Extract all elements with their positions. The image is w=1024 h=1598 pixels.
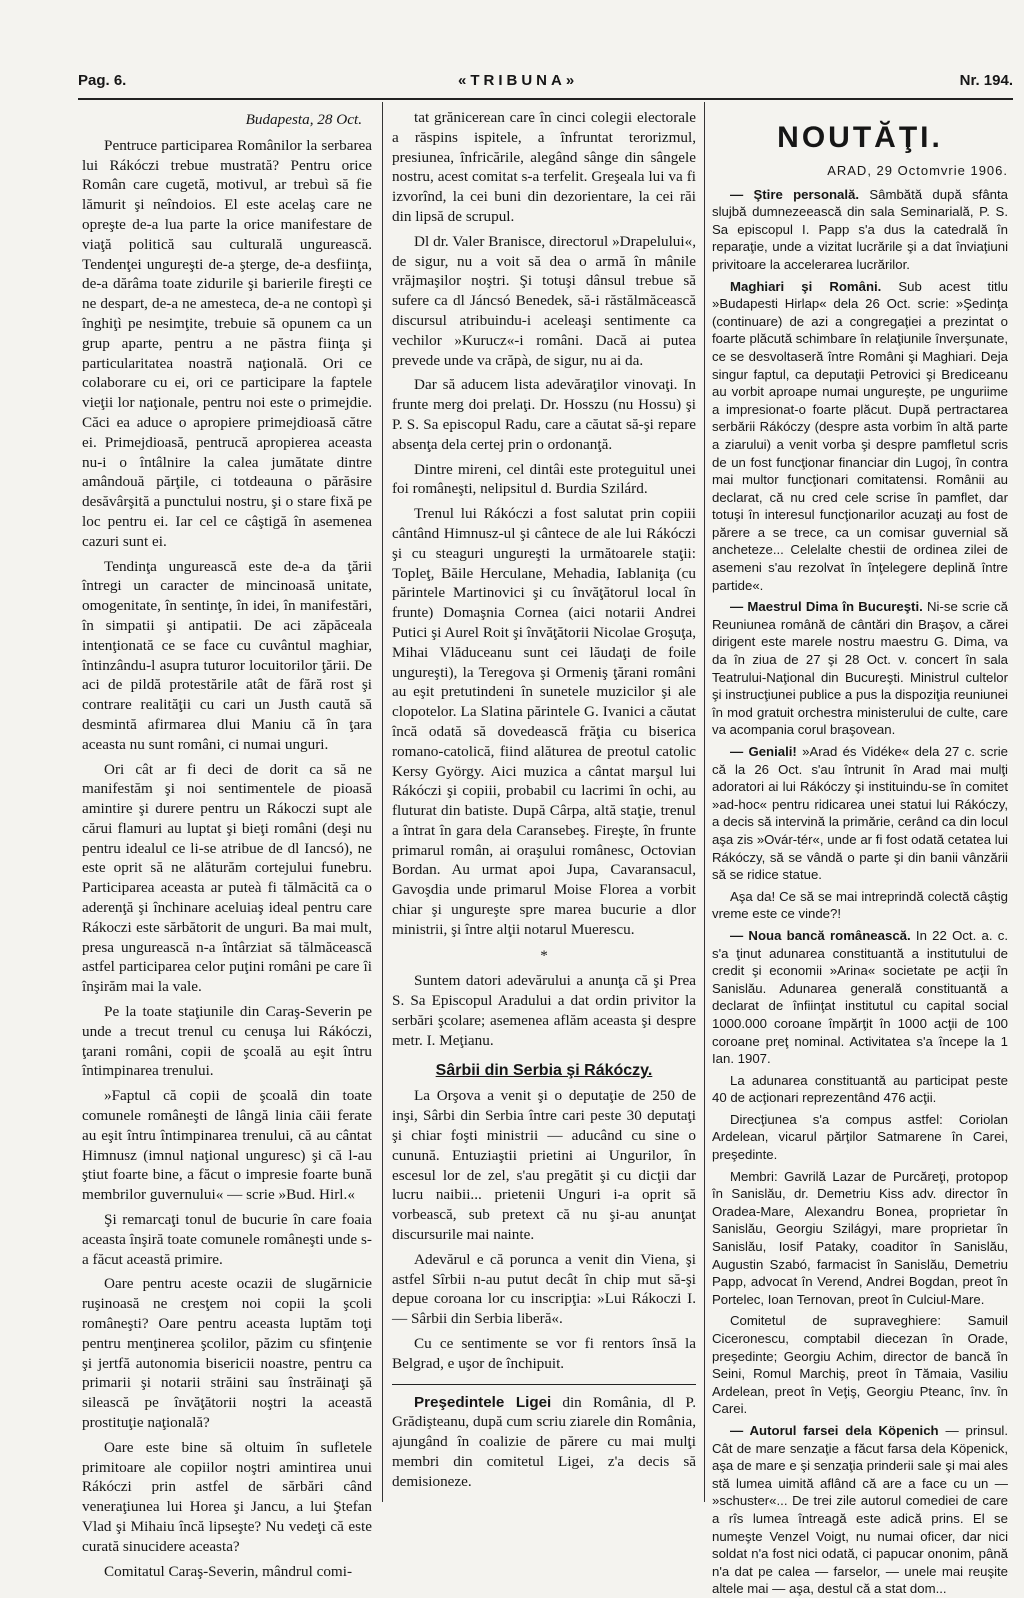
news-item-text: La adunarea constituantă au participat peste 40 de acţionari reprezentând 476 acţii. bbox=[712, 1072, 1008, 1106]
news-item bbox=[712, 888, 1008, 923]
news-item bbox=[712, 1312, 1008, 1418]
paragraph: Ori cât ar fi deci de dorit ca să ne manifestăm şi noi sentimentele de pioasă amintire şi durere pentru un Rákoczi supt ale cărui flamuri au luptat şi bieţi români (deşi nu pentru idealul ce li-se atribue de dl Iancsó), ne este oprit să ne alăturăm cortejului funebru. Participarea aceasta ar puteà fi tălmăcită ca o aderenţă şi închinare aceluiaş ideal pentru care Rákoczi este sărbătorit de unguri. Ba mai mult, presa ungurească n-a întârziat să tălmăcească astfel participarea celor puţini români pe care îi înşirăm mai la vale. bbox=[82, 760, 372, 996]
note-text: din România, dl P. Grădişteanu, după cum scriu ziarele din România, ajungând în coalizie de părere cu mai mulţi membri din comitetul Ligei, z'a decis să demisioneze. bbox=[392, 1393, 696, 1490]
paragraph: Oare este bine să oltuim în sufletele primitoare ale copiilor noştri amintirea unui Rákóczi prin astfel de sărbări când veneraţiunea lui Horea şi Jancu, a lui Ştefan Vlad şi Mihaiu încă lipseşte? Nu vedeţi că este curată sinucidere aceasta? bbox=[82, 1438, 372, 1555]
column-divider bbox=[704, 102, 705, 1502]
news-item-text: In 22 Oct. a. c. s'a ţinut adunarea constituantă a institutului de credit şi economii »Arina« societate pe acţii în Sanislău. Adunarea generală constituantă a declarat de înfiinţat institutul cu capital social 1000.000 coroane împărţit în 1000 acţii de 100 coroane preţ nominal. Activitatea s'a începe la 1 Ian. 1907. bbox=[712, 927, 1008, 1067]
news-item-lead: — Ştire personală. bbox=[730, 186, 860, 202]
column-1 bbox=[82, 108, 372, 1580]
news-item-text: Sub acest titlu »Budapesti Hirlap« dela 26 Oct. scrie: »Şedinţa (continuare) de azi a congregaţiei a prezintat o foarte plăcută schimbare în relaţiunile înverşunate, ce se desvoltaseră între Români şi Maghiari. Deja singur faptul, ca deputaţii Petrovici şi Brediceanu au vorbit aproape numai ungureşte, pe unguriime a impresionat-o foarte plăcut. După pertractarea serbării Rákóczy (despre asta vorbim în altă parte a ziarului) a venit vorba şi despre pamfletul scris de un fost funcţionar financiar din Lugoj, în contra mai multor funcţionari comitatensi. Românii au declarat, că nu cred cele scrise în pamflet, dar totuşi în interesul funcţionarilor acuzaţi au fost de părere a se trece, ca un comisar guvernial să ancheteze... Celelalte chestii de ordinea zilei de asemeni s'au rezolvat în înţelegere deplină între partide«. bbox=[712, 278, 1008, 593]
section-title: NOUTĂŢI. bbox=[777, 121, 943, 154]
paragraph: La Orşova a venit şi o deputaţie de 250 de inşi, Sârbi din Serbia între cari peste 30 deputaţi şi chiar foşti ministrii — aducând cu sine o cunună. Entuziaştii prietini ai Ungurilor, în escesul lor de zel, s'au pregătit şi cu dicţii dar lucru naibii... prietenii Unguri i-a oprit să vorbească, sub pretext că nu şi-au anunţat discursurile mai nainte. bbox=[392, 1087, 696, 1244]
news-item-lead: — Geniali! bbox=[730, 744, 797, 759]
paragraph: Dintre mireni, cel dintâi este proteguitul unei foi româneşti, nelipsitul d. Burdia Szilárd. bbox=[392, 460, 696, 498]
note-lead: Preşedintele Ligei bbox=[414, 1393, 552, 1411]
news-item-text: Sâmbătă după sfânta slujbă dumnezeească din sala Seminarială, P. S. Sa episcopul I. Papp s'a dus la catedrală în reparaţie, unde a vizitat lucrările şi a dat înviaţiuni privitoare la accelerarea lucrărilor. bbox=[712, 186, 1008, 272]
news-item-lead: — Autorul farsei dela Köpenich bbox=[730, 1422, 939, 1438]
news-item-text: Membri: Gavrilă Lazar de Purcăreţi, protopop în Sanislău, dr. Demetriu Kiss adv. director în Oradea-Mare, Alexandru Bonea, proprietar în Sanislău, Georgiu Szilágyi, mare proprietar în Sanislău, Iosif Pataky, coaditor în Sanislău, Augustin Szabó, farmacist în Sanislău, Demetriu Papp, advocat în Verend, Andrei Bogdan, preot în Portelec, Ioan Ternovan, preot în Culciul-Mare. bbox=[712, 1168, 1008, 1307]
paragraph: Tendinţa ungurească este de-a da ţării întregi un caracter de mincinoasă unitate, omogenitate, în sentinţe, în idei, în manifestări, în simpatii şi antipatii. De aci zăpăceala intenţionată ce se face cu cuvântul maghiar, întinzându-l asupra tuturor locuitorilor ţării. De aci de pildă protestările atât de fără rost şi contrare realităţii cu cari un Justh caută să desmintă afirmarea dlui Maniu că în ţara aceasta nu sunt români, ci numai unguri. bbox=[82, 557, 372, 753]
news-item-text: Comitetul de supraveghiere: Samuil Ciceronescu, comptabil diecezan în Orade, preşedinte; Georgiu Achim, director de bancă în Seini, Romul Marchiş, preot în Tămaia, Vasiliu Ardelean, preot în Veţiş, Georgiu Pteanc, înv. în Carei. bbox=[712, 1313, 1008, 1417]
page-header bbox=[78, 72, 1013, 94]
masthead: «TRIBUNA» bbox=[458, 72, 579, 89]
news-item bbox=[712, 1111, 1008, 1164]
news-item-text: Ni-se scrie că Reuniunea română de cântări din Braşov, a cărei dirigent este marele nostru maestru G. Dima, va da în ziua de 27 şi 28 Oct. v. concert în sala Teatrului-Naţional din Bucureşti. Ministrul cultelor şi instrucţiunei publice a pus la dispoziţia reuniunei în mod gratuit orchestra ministerului de culte, care va acompania corul braşovean. bbox=[712, 599, 1009, 738]
paragraph: Comitatul Caraş-Severin, mândrul comi- bbox=[104, 1562, 353, 1580]
paragraph: »Faptul că copii de şcoală din toate comunele româneşti de lângă linia căii ferate au eşit întru întimpinarea trenului, că au cântat Himnusz (imnul naţional unguresc) şi că l-au ştiut foarte bine, a făcut o impresie foarte bună membrilor guvernului« — scrie »Bud. Hirl.« bbox=[82, 1087, 372, 1204]
news-item-lead: Maghiari şi Români. bbox=[730, 278, 882, 294]
news-item bbox=[712, 186, 1008, 274]
news-item-text: Direcţiunea s'a compus astfel: Coriolan Ardelean, vicarul părţilor Satmarene în Carei, preşedinte. bbox=[712, 1111, 1008, 1163]
page-number: Pag. 6. bbox=[78, 72, 127, 89]
paragraph: tat grănicerean care în cinci colegii electorale a răspins ispitele, a înfruntat terorizmul, presiunea, înfricările, alegând sânge din sângele nostru, acest comitat s-a terfelit. Greşeala lui va fi izvorînd, la cei buni din dezorientare, la cei răi din lipsă de scrupul. bbox=[392, 109, 696, 225]
news-item-text: — prinsul. Cât de mare senzaţie a făcut farsa dela Köpenick, aşa de mare e şi senzaţia prinderii sale şi mai ales stă lumea uimită aflând că are a face cu un — »schuster«... De trei zile autorul comediei de care a rîs lumea întreagă este adică prins. El se numeşte Venzel Voigt, nu numai oficer, dar nici soldat n'a fost nici odată, ci papucar ononim, până n'a dat pe calea — farselor, — unele mai reuşite altele mai — aşa, destul că a stat dom... bbox=[712, 1422, 1008, 1597]
paragraph: Dl dr. Valer Branisce, directorul »Drapelului«, de sigur, nu a voit să dea o armă în mânile vrăjmaşilor noştri. Şi totuşi dânsul trebue să sufere ca dl Jáncsó Benedek, să-i răstălmăcească discursul atribuindu-i aceleaşi sentimente ca vechilor »Kurucz«-i români. Dacă ai putea prevede unde va crăpà, de sigur, nu ai da. bbox=[392, 232, 696, 369]
paragraph: Dar să aducem lista adevăraţilor vinovaţi. In frunte merg doi prelaţi. Dr. Hosszu (nu Hossu) şi P. S. Sa episcopul Radu, care a căutat să-şi repare absenţa dela certej prin o ordonanţă. bbox=[392, 376, 696, 453]
news-item-lead: — Maestrul Dima în Bucureşti. bbox=[730, 599, 923, 615]
news-item bbox=[712, 927, 1008, 1068]
liga-note bbox=[392, 1384, 696, 1492]
paragraph: Cu ce sentimente se vor fi rentors însă la Belgrad, e uşor de închipuit. bbox=[392, 1335, 696, 1372]
paragraph: Pe la toate staţiunile din Caraş-Severin pe unde a trecut trenul cu cenuşa lui Rákóczi, ţarani români, copii de şcoală au eşit întru întimpinarea trenului. bbox=[82, 1003, 372, 1080]
news-item bbox=[712, 1168, 1008, 1309]
separator-star: * bbox=[540, 946, 548, 964]
news-item bbox=[712, 598, 1008, 739]
news-item-text: »Arad és Vidéke« dela 27 c. scrie că la 26 Oct. s'au întrunit în Arad mai mulţi adoratori ai lui Rákóczy şi instituindu-se în comitet »ad-hoc« pentru ridicarea unei statui lui Rákóczy, a decis să intervină la primărie, cerând ca din locul aşa zis »Ovár-tér«, unde ar fi fost odată cetatea lui Rákóczy, să se vândă o parte şi din banii vânzării să se ridice statue. bbox=[712, 744, 1008, 883]
column-3 bbox=[712, 108, 1009, 1597]
dateline: Budapesta, 28 Oct. bbox=[245, 111, 362, 128]
paragraph: Trenul lui Rákóczi a fost salutat prin copiii cântând Himnusz-ul şi cântece de ale lui Rákóczi şi cu steaguri ungureşti la următoarele staţii: Topleţ, Băile Herculane, Mehadia, Iablaniţa (cu părintele Martinovici şi cu învăţătorul local în frunte) Domaşnia Cornea (aici notarii Andrei Putici şi Aurel Roit şi învăţătorii Nicolae Groşuţa, Mihai Vlăduceanu sunt cei lăudaţi de foile ungureşti), la Teregova şi Ormeniş ţărani români au eşit pretutindeni în sunetele muzicilor şi ale clopotelor. La Slatina părintele G. Ivanici a căutat încă odată să dovedească frăţia cu biserica romano-catolică, fiind alăturea de preotul catolic Kersy György. Aici muzica a cântat marşul lui Rákóczi şi copiii, probabil cu lacrimi în ochi, au fluturat din batiste. După Cârpa, altă staţie, trenul a întrat în gara dela Caransebeş. Fireşte, în frunte primarul român, ai oraşului românesc, Octovian Bordan. Au urmat apoi Jupa, Cavaransacul, Gavoşdia unde primarul Moise Florea a vorbit chiar şi ungureşte spre marea bucurie a dlor ministrii, şi între alţii notarul Muerescu. bbox=[392, 505, 696, 938]
news-item bbox=[712, 1422, 1008, 1598]
header-rule bbox=[78, 98, 1013, 100]
article-heading: Sârbii din Serbia şi Rákóczy. bbox=[435, 1061, 653, 1079]
news-item bbox=[712, 743, 1008, 884]
news-item bbox=[712, 278, 1008, 595]
section-date: ARAD, 29 Octomvrie 1906. bbox=[827, 163, 1008, 178]
column-2 bbox=[392, 108, 696, 1503]
news-item-lead: — Noua bancă românească. bbox=[730, 927, 911, 943]
paragraph: Şi remarcaţi tonul de bucurie în care foaia aceasta înşiră toate comunele româneşti unde s-a făcut această primire. bbox=[82, 1211, 372, 1268]
column-divider bbox=[382, 102, 383, 1502]
paragraph: Oare pentru aceste ocazii de slugărnicie ruşinoasă ne cresţem noi copii la şcoli româneşti? Oare pentru aceasta luptăm toţi pentru menţinerea şcolilor, păzim cu sfinţenie şi jertfă autonomia bisericii noastre, pentru ca primarii şi notarii străini sau înstrăinaţi şă silească pe învăţătorii noştri la această prostituţie naţională? bbox=[82, 1275, 372, 1431]
paragraph: Suntem datori adevărului a anunţa că şi Prea S. Sa Episcopul Aradului a dat ordin privitor la serbări şcolare; asemenea aflăm aceasta şi despre metr. I. Meţianu. bbox=[392, 972, 696, 1049]
paragraph: Adevărul e că porunca a venit din Viena, şi astfel Sîrbii n-au putut decât în chip mut să-şi depue coroana lor cu inscripţia: »Lui Rákoczi I. — Sârbii din Serbia liberă«. bbox=[392, 1250, 696, 1328]
paragraph: Pentruce participarea Românilor la serbarea lui Rákóczi trebue mustrată? Pentru orice Român care cugetă, motivul, ar trebuì să fie lămurit şi neîndoios. El este acelaş care ne opreşte de-a lua parte la orice manifestare de viaţă politică sau culturală ungurească. Tendenţei ungureşti de-a şterge, de-a desfiinţa, de-a dărâma toate zidurile şi barierile fireşti ce ne despart, de-a ne amesteca, de-a ne contopì şi înghiţì pe nesimţite, trebuie să opunem ca un grup aparte, pentru a ne păstra fiinţa şi particularitatea noastră naţională. Ori ce colaborare cu ei, ori ce participare la faptele vieţii lor naţionale, pentru noi este o primejdie. Căci ea aduce o apropiere primejdioasă către ei. Primejdioasă, pentrucă apropierea aceasta nu-i o întâlnire la calea jumătate dintre amândouă părţile, ci totdeauna o părăsire desăvârşită a punctului nostru, şi o stare fixă pe loc pentru ei. Iar cel ce câştigă în asemenea cazuri sunt ei. bbox=[82, 136, 372, 550]
issue-number: Nr. 194. bbox=[959, 72, 1013, 89]
news-item-text: Aşa da! Ce să se mai intreprindă colectă câştig vreme este ce vinde?! bbox=[712, 888, 1008, 922]
news-item bbox=[712, 1072, 1008, 1107]
